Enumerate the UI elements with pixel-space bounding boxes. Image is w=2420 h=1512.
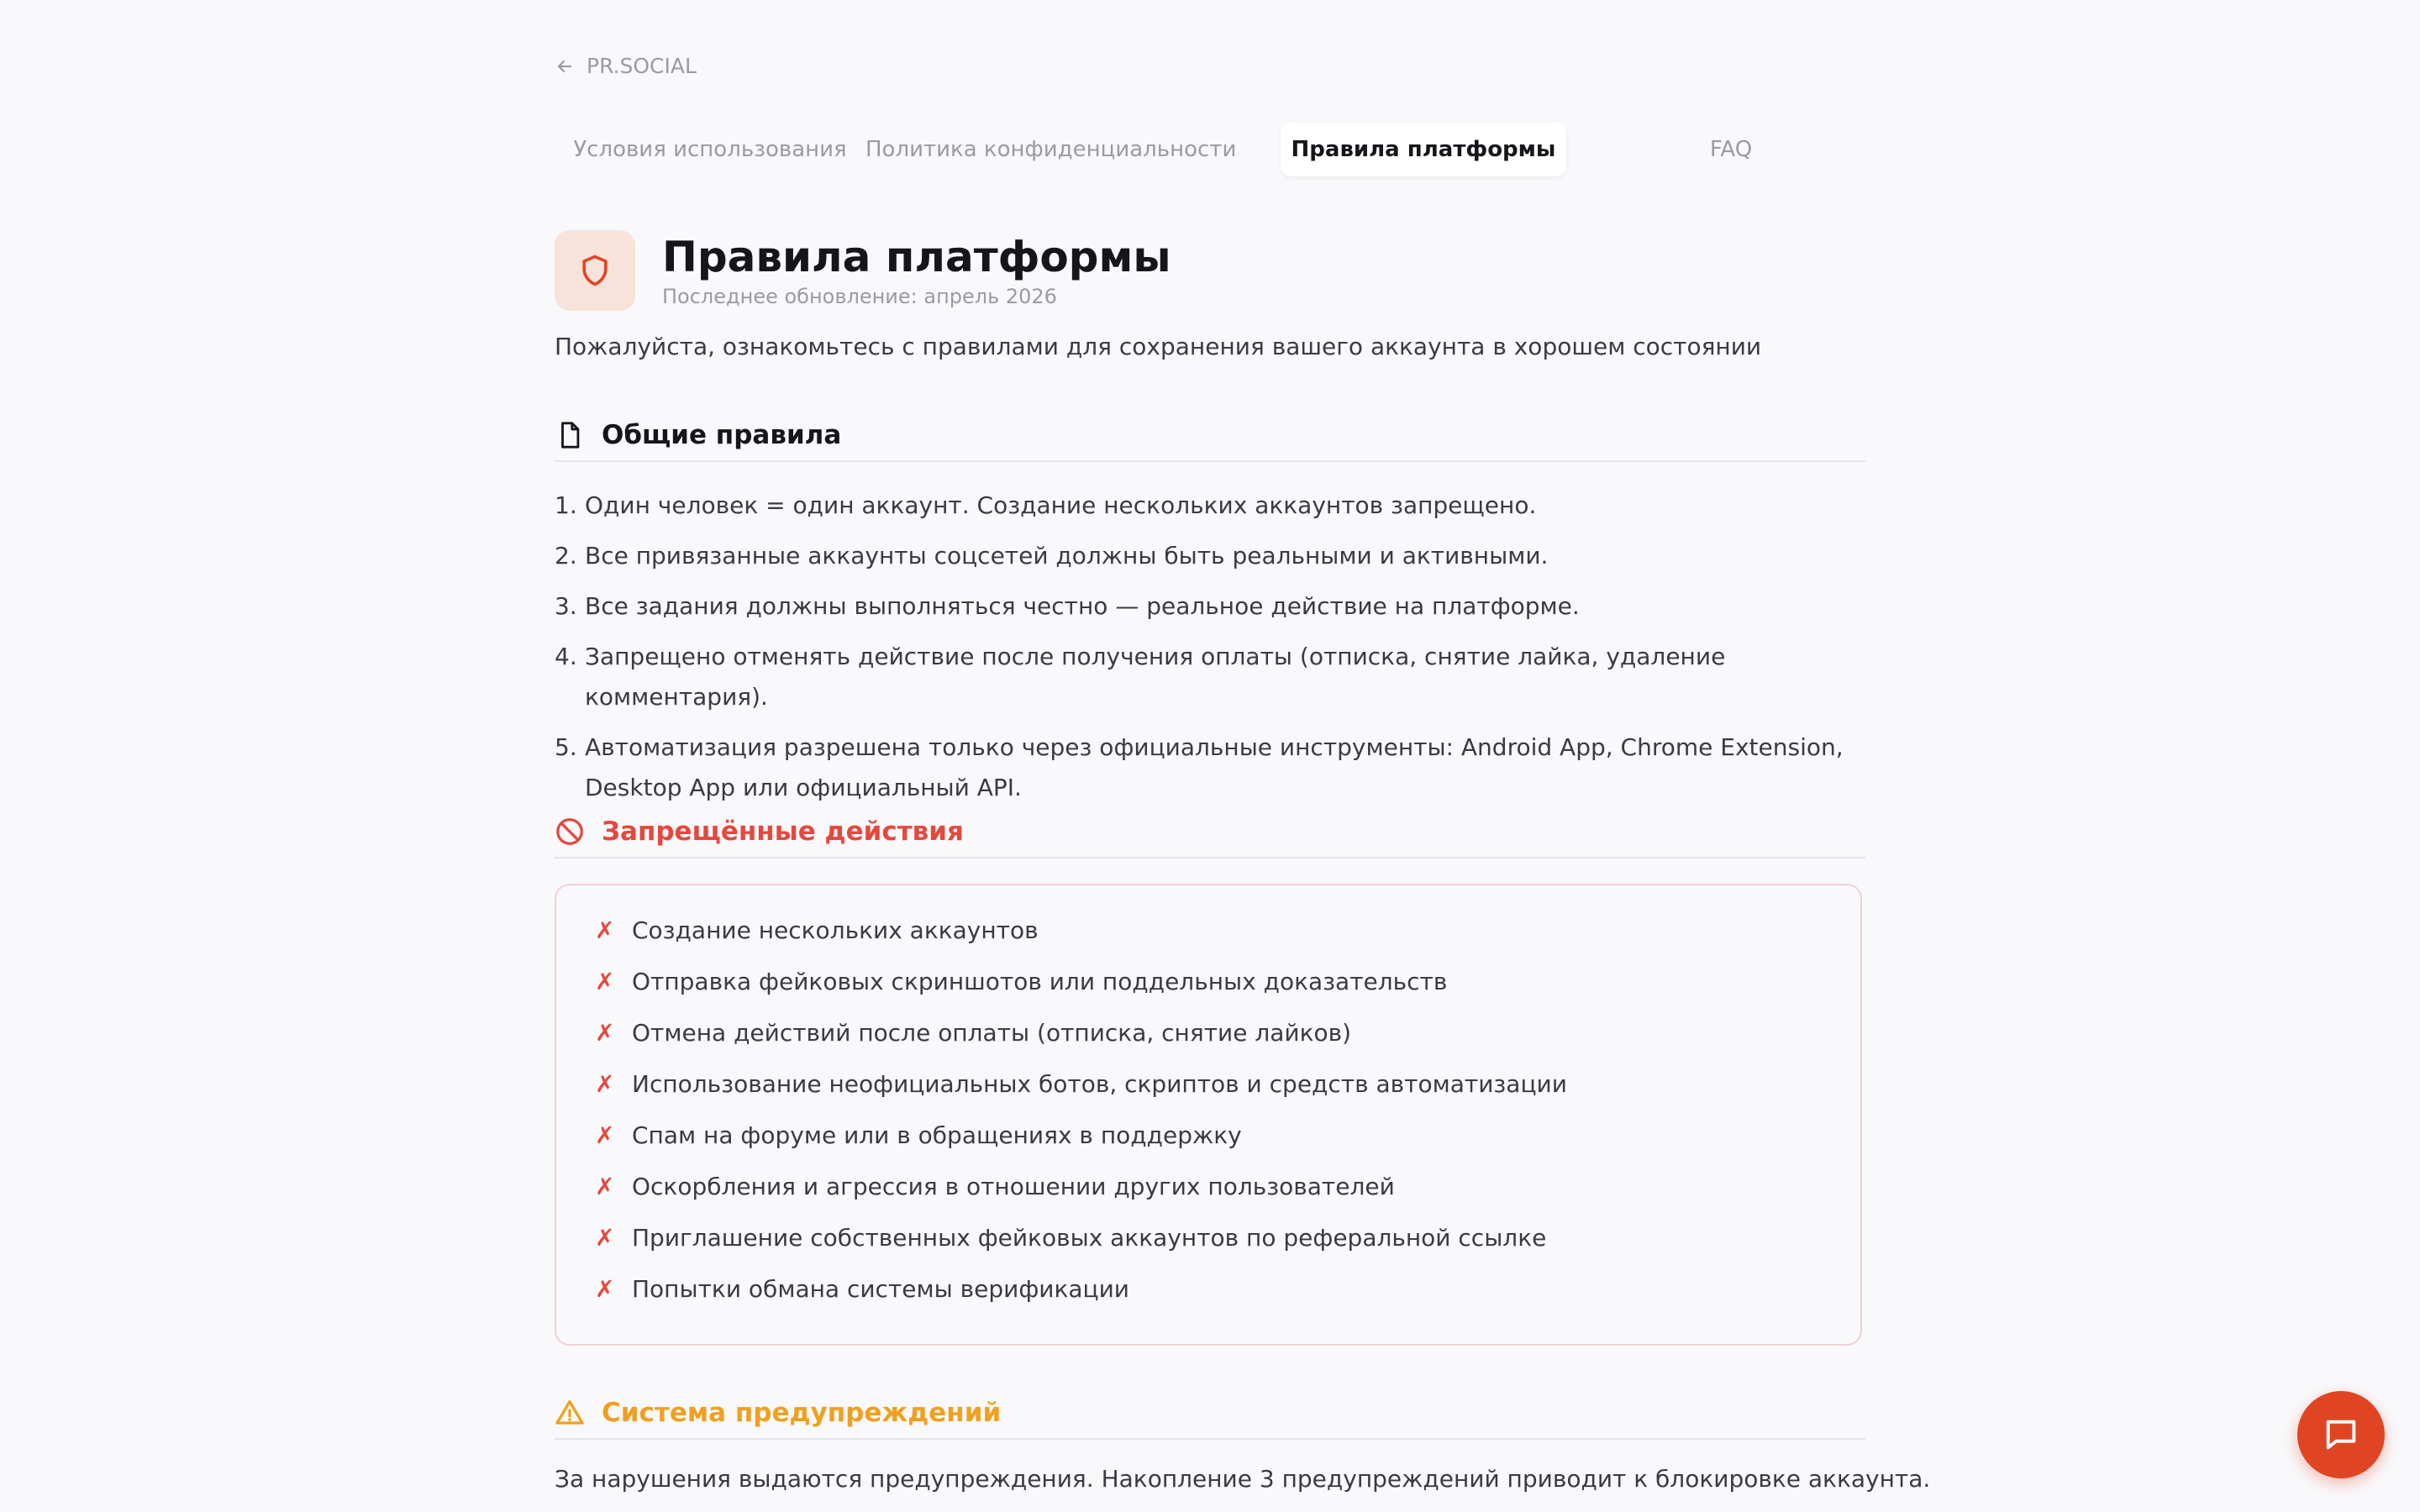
tab-privacy[interactable]: Политика конфиденциальности <box>865 137 1237 162</box>
back-link-label: PR.SOCIAL <box>587 54 697 78</box>
warnings-text: За нарушения выдаются предупреждения. Накопление 3 предупреждений приводит к блокировке аккаунта. <box>555 1465 1931 1493</box>
cross-icon: ✗ <box>595 1121 615 1149</box>
arrow-left-icon <box>555 56 575 76</box>
list-item: 2. Все привязанные аккаунты соцсетей должны быть реальными и активными. <box>555 542 1549 570</box>
section-title: Общие правила <box>602 420 842 450</box>
forbidden-list <box>595 911 1567 1320</box>
header-icon-box <box>555 230 635 311</box>
forbidden-box <box>555 884 1862 1346</box>
tab-platform-rules[interactable]: Правила платформы <box>1281 123 1566 176</box>
chat-button[interactable] <box>2297 1391 2385 1478</box>
cross-icon: ✗ <box>595 916 615 944</box>
intro-text: Пожалуйста, ознакомьтесь с правилами для сохранения вашего аккаунта в хорошем состоянии <box>555 333 1762 360</box>
page-header <box>555 229 1171 312</box>
back-link[interactable] <box>555 54 697 78</box>
tab-faq[interactable]: FAQ <box>1709 137 1753 162</box>
warning-icon <box>555 1398 585 1428</box>
cross-icon: ✗ <box>595 1070 615 1098</box>
list-item: ✗ Отмена действий после оплаты (отписка, снятие лайков) <box>595 1013 1567 1064</box>
tab-terms[interactable]: Условия использования <box>573 137 847 162</box>
ban-icon <box>555 816 585 847</box>
cross-icon: ✗ <box>595 1224 615 1252</box>
section-forbidden <box>555 806 1865 858</box>
shield-icon <box>576 252 613 289</box>
page-title: Правила платформы <box>662 233 1171 281</box>
cross-icon: ✗ <box>595 1275 615 1303</box>
list-item: ✗ Попытки обмана системы верификации <box>595 1269 1567 1320</box>
list-item: 5. Автоматизация разрешена только через официальные инструменты: Android App, Chrome Extension, Desktop App или официальный API. <box>555 733 1844 801</box>
list-item: ✗ Спам на форуме или в обращениях в поддержку <box>595 1116 1567 1167</box>
list-item: 4. Запрещено отменять действие после получения оплаты (отписка, снятие лайка, удаление комментария). <box>555 643 1726 711</box>
chat-icon <box>2322 1415 2360 1454</box>
cross-icon: ✗ <box>595 1019 615 1047</box>
tab-bar <box>555 123 1865 176</box>
section-title: Запрещённые действия <box>602 816 964 847</box>
list-item: ✗ Приглашение собственных фейковых аккаунтов по реферальной ссылке <box>595 1218 1567 1269</box>
cross-icon: ✗ <box>595 1173 615 1200</box>
list-item: ✗ Использование неофициальных ботов, скриптов и средств автоматизации <box>595 1064 1567 1116</box>
list-item: ✗ Оскорбления и агрессия в отношении других пользователей <box>595 1167 1567 1218</box>
list-item: ✗ Создание нескольких аккаунтов <box>595 911 1567 962</box>
list-item: ✗ Отправка фейковых скриншотов или поддельных доказательств <box>595 962 1567 1013</box>
section-title: Система предупреждений <box>602 1398 1002 1428</box>
document-icon <box>555 420 585 450</box>
list-item: 3. Все задания должны выполняться честно — реальное действие на платформе. <box>555 592 1580 620</box>
cross-icon: ✗ <box>595 968 615 995</box>
general-rules-list <box>555 486 1865 818</box>
section-general-rules <box>555 410 1865 462</box>
section-warnings <box>555 1388 1865 1440</box>
last-updated: Последнее обновление: апрель 2026 <box>662 285 1057 308</box>
list-item: 1. Один человек = один аккаунт. Создание нескольких аккаунтов запрещено. <box>555 491 1537 519</box>
